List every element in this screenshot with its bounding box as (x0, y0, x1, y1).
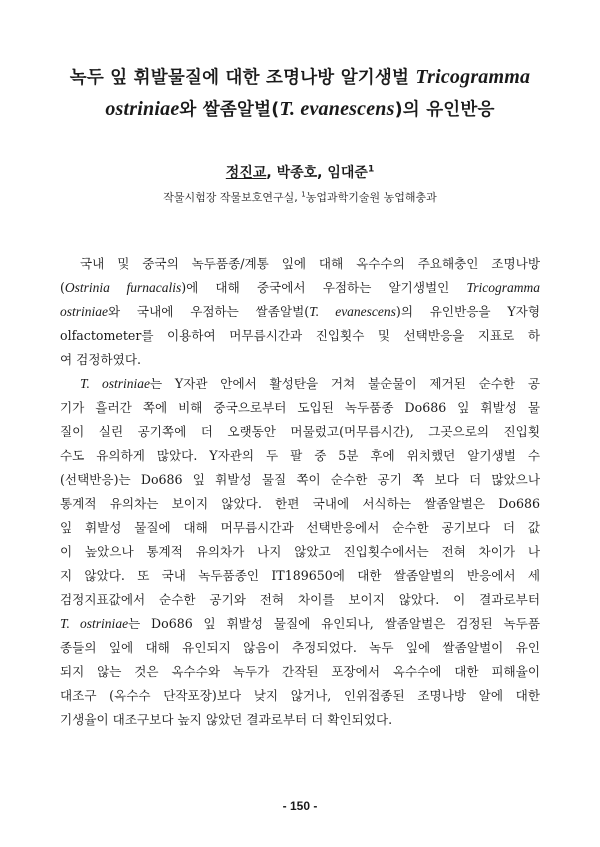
title-species: ostriniae (105, 98, 180, 120)
abstract-line (60, 661, 540, 683)
abstract-line (60, 709, 540, 731)
abstract-species-name: T. ostriniae (80, 376, 150, 391)
abstract-text: ( (60, 280, 65, 295)
abstract-line (60, 397, 540, 419)
affiliation-2: 농업과학기술원 농업해충과 (305, 191, 437, 204)
abstract-text: 종들의 잎에 대해 유인되지 않음이 추정되었다. 녹두 잎에 쌀좀알벌이 유인 (60, 640, 540, 655)
abstract-line (60, 349, 540, 371)
author-separator: , (317, 165, 328, 181)
abstract-line (60, 613, 540, 635)
abstract-text: 이 높았으나 통계적 유의차가 나지 않았고 진입횟수에서는 전혀 차이가 나 (60, 544, 540, 559)
abstract-text: 되지 않는 것은 옥수수와 녹두가 간작된 포장에서 옥수수에 대한 피해율이 (60, 664, 540, 679)
abstract-text: 는 Do686 잎 휘발성 물질에 유인되나, 쌀좀알벌은 검정된 녹두품 (128, 616, 540, 631)
abstract-line (60, 637, 540, 659)
paper-title-line-2 (40, 96, 560, 121)
abstract-text: )의 유인반응을 Y자형 (395, 304, 540, 319)
author-2: 박종호 (276, 165, 318, 181)
abstract-line (80, 373, 540, 395)
abstract-text: 잎 휘발성 물질에 대해 머무름시간과 선택반응에서 순수한 공기보다 더 값 (60, 520, 540, 535)
abstract-species-name: Tricogramma (466, 280, 540, 295)
abstract-text: 여 검정하였다. (60, 352, 141, 367)
author-3: 임대준 (327, 165, 368, 181)
abstract-text: 통계적 유의차는 보이지 않았다. 한편 국내에 서식하는 쌀좀알벌은 Do686 (60, 496, 540, 511)
abstract-species-name: T. evanescens (309, 304, 396, 319)
abstract-text: 수도 유의하게 많았다. Y자관의 두 팔 중 5분 후에 위치했던 알기생벌 수 (60, 448, 540, 463)
abstract-line (60, 445, 540, 467)
abstract-text: 지 않았다. 또 국내 녹두품종인 IT189650에 대한 쌀좀알벌의 반응에서 세 (60, 568, 540, 583)
author-1: 정진교 (225, 165, 267, 181)
title-text-post: )의 유인반응 (394, 100, 495, 120)
title-text: 녹두 잎 휘발물질에 대한 조명나방 알기생벌 (69, 68, 416, 88)
abstract-line (60, 421, 540, 443)
abstract-line (60, 541, 540, 563)
abstract-line (60, 685, 540, 707)
abstract-text: 기가 흘러간 쪽에 비해 중국으로부터 도입된 녹두품종 Do686 잎 휘발성 물 (60, 400, 541, 415)
abstract-text: 대조구 (옥수수 단작포장)보다 낮지 않거나, 인위접종된 조명나방 알에 대한 (60, 688, 540, 703)
abstract-line (60, 493, 540, 515)
abstract-text: olfactometer를 이용하여 머무름시간과 진입횟수 및 선택반응을 지표로 하 (60, 328, 540, 343)
abstract-species-name: Ostrinia furnacalis (64, 280, 182, 295)
title-species-2: T. evanescens (279, 98, 395, 120)
paper-title-line-1 (40, 64, 560, 89)
abstract-species-name: ostriniae (60, 304, 109, 319)
abstract-line (60, 301, 540, 323)
abstract-text: 검정지표값에서 순수한 공기와 전혀 차이를 보이지 않았다. 이 결과로부터 (60, 592, 540, 607)
abstract-text: )에 대해 중국에서 우점하는 알기생벌인 (181, 280, 467, 295)
abstract-line (60, 565, 540, 587)
abstract-line (60, 589, 540, 611)
abstract-text: 질이 실린 공기쪽에 더 오랫동안 머물렀고(머무름시간), 그곳으로의 진입횟 (60, 424, 540, 439)
author-3-affiliation-mark: 1 (367, 164, 375, 175)
abstract-text: 국내 및 중국의 녹두품종/계통 잎에 대해 옥수수의 주요해충인 조명나방 (80, 256, 540, 271)
title-genus: Tricogramma (415, 66, 531, 88)
affiliation-1: 작물시험장 작물보호연구실, (163, 191, 302, 204)
abstract-text: (선택반응)는 Do686 잎 휘발성 물질 쪽이 순수한 공기 쪽 보다 더 많았으나 (60, 472, 540, 487)
author-list (0, 162, 600, 182)
affiliation-mark: 1 (301, 190, 306, 199)
abstract-text: 와 국내에 우점하는 쌀좀알벌( (108, 304, 310, 319)
abstract-line (60, 517, 540, 539)
abstract-text: 기생율이 대조구보다 높지 않았던 결과로부터 더 확인되었다. (60, 712, 393, 727)
abstract-line (60, 277, 540, 299)
title-text-mid: 와 쌀좀알벌( (179, 100, 280, 120)
abstract-line (60, 469, 540, 491)
affiliation (0, 189, 600, 205)
author-separator: , (266, 165, 277, 181)
abstract-species-name: T. ostriniae (60, 616, 129, 631)
page-number: - 150 - (282, 799, 318, 813)
abstract-line (60, 325, 540, 347)
abstract-line (80, 253, 540, 275)
abstract-text: 는 Y자관 안에서 활성탄을 거쳐 불순물이 제거된 순수한 공 (150, 376, 540, 391)
